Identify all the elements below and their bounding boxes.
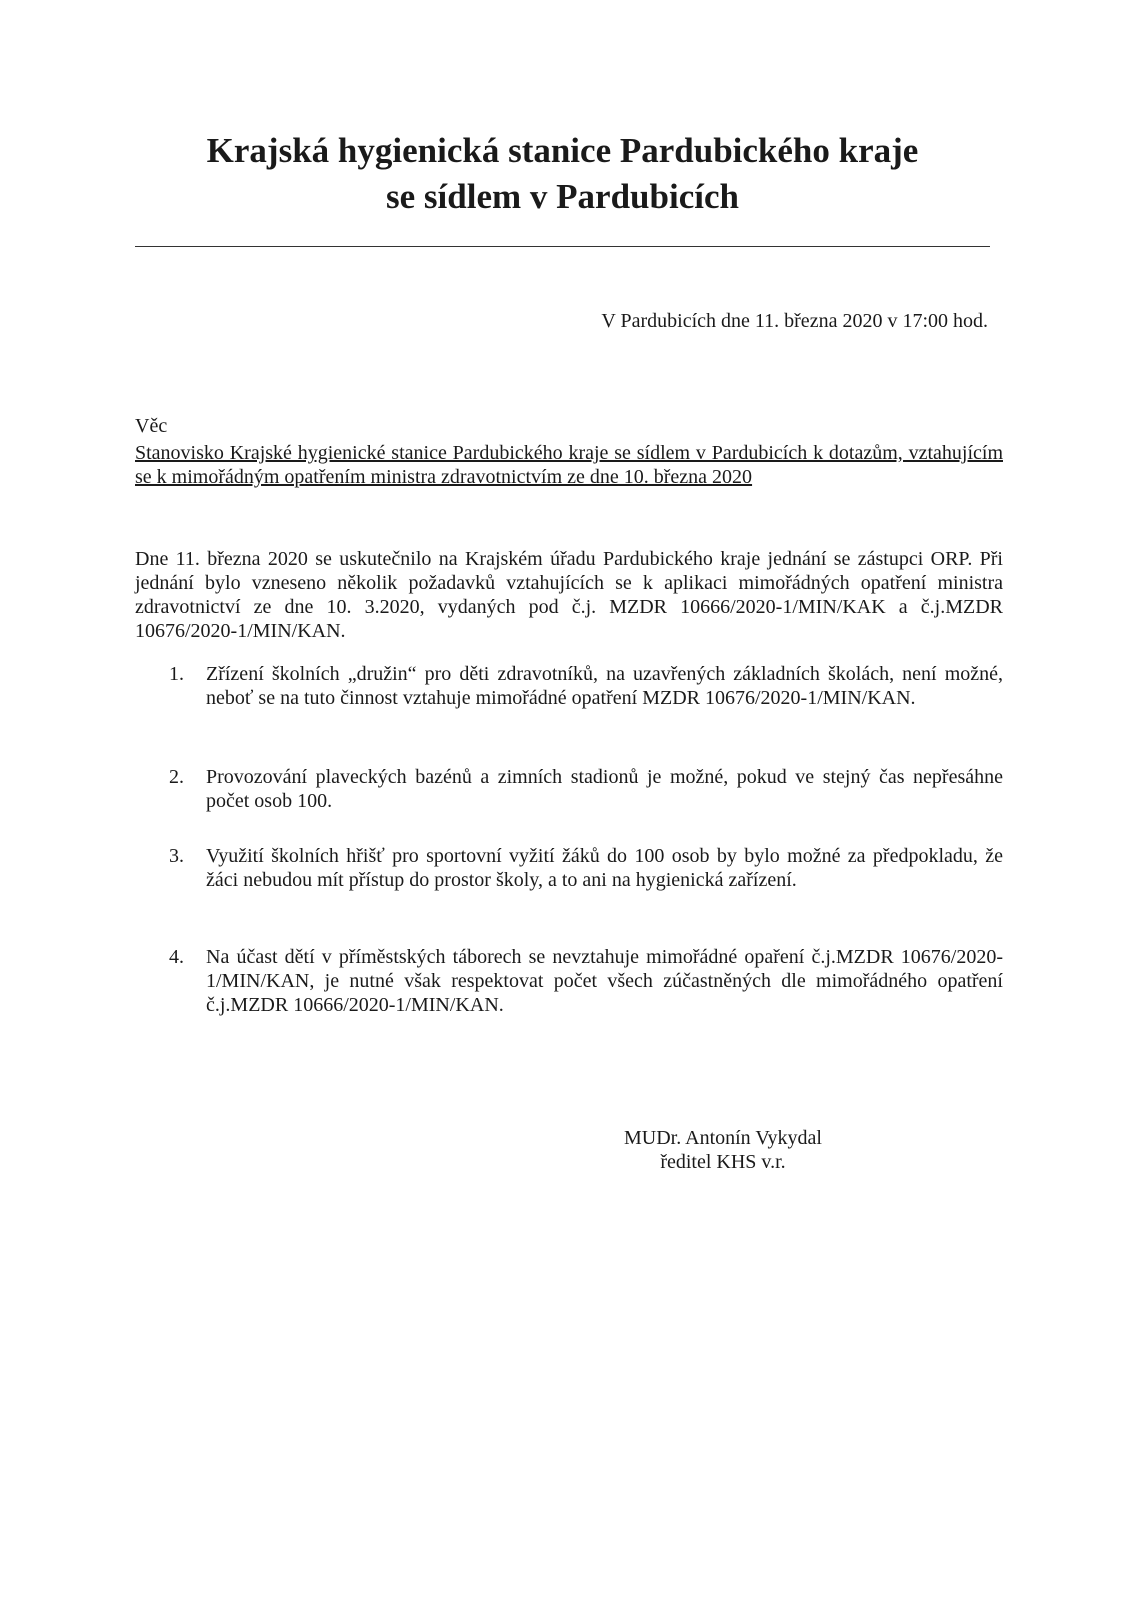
header-divider bbox=[135, 246, 990, 247]
list-item bbox=[135, 844, 1003, 892]
signature-block bbox=[568, 1126, 878, 1174]
list-item bbox=[135, 945, 1003, 1017]
list-item-text: Zřízení školních „družin“ pro děti zdravotníků, na uzavřených základních školách, není možné, neboť se na tuto činnost vztahuje mimořádné opatření MZDR 10676/2020-1/MIN/KAN. bbox=[206, 663, 1003, 709]
intro-paragraph: Dne 11. března 2020 se uskutečnilo na Krajském úřadu Pardubického kraje jednání se zástupci ORP. Při jednání bylo vzneseno několik požadavků vztahujících se k aplikaci mimořádných opatření ministra zdravotnictví ze dne 10. 3.2020, vydaných pod č.j. MZDR 10666/2020-1/MIN/KAK a č.j.MZDR 10676/2020-1/MIN/KAN. bbox=[135, 548, 1003, 642]
header-line-2: se sídlem v Pardubicích bbox=[386, 177, 739, 216]
list-item-text: Na účast dětí v příměstských táborech se nevztahuje mimořádné opaření č.j.MZDR 10676/2020-1/MIN/KAN, je nutné však respektovat počet všech zúčastněných dle mimořádného opatření č.j.MZDR 10666/2020-1/MIN/KAN. bbox=[206, 946, 1003, 1016]
list-item-number: 4. bbox=[169, 946, 184, 968]
list-item bbox=[135, 765, 1003, 813]
list-item-number: 1. bbox=[169, 663, 184, 685]
signature-title: ředitel KHS v.r. bbox=[660, 1151, 786, 1173]
list-item-number: 3. bbox=[169, 845, 184, 867]
subject-label: Věc bbox=[135, 415, 168, 437]
subject-text: Stanovisko Krajské hygienické stanice Pardubického kraje se sídlem v Pardubicích k dotazům, vztahujícím se k mimořádným opatřením ministra zdravotnictvím ze dne 10. března 2020 bbox=[135, 442, 1003, 488]
signature-name: MUDr. Antonín Vykydal bbox=[624, 1127, 822, 1149]
list-item-text: Provozování plaveckých bazénů a zimních stadionů je možné, pokud ve stejný čas nepřesáhne počet osob 100. bbox=[206, 766, 1003, 812]
date-line: V Pardubicích dne 11. března 2020 v 17:00 hod. bbox=[601, 310, 988, 332]
list-item bbox=[135, 662, 1003, 710]
list-item-text: Využití školních hřišť pro sportovní vyžití žáků do 100 osob by bylo možné za předpokladu, že žáci nebudou mít přístup do prostor školy, a to ani na hygienická zařízení. bbox=[206, 845, 1003, 891]
header-line-1: Krajská hygienická stanice Pardubického kraje bbox=[206, 131, 919, 170]
list-item-number: 2. bbox=[169, 766, 184, 788]
document-header bbox=[135, 128, 990, 220]
